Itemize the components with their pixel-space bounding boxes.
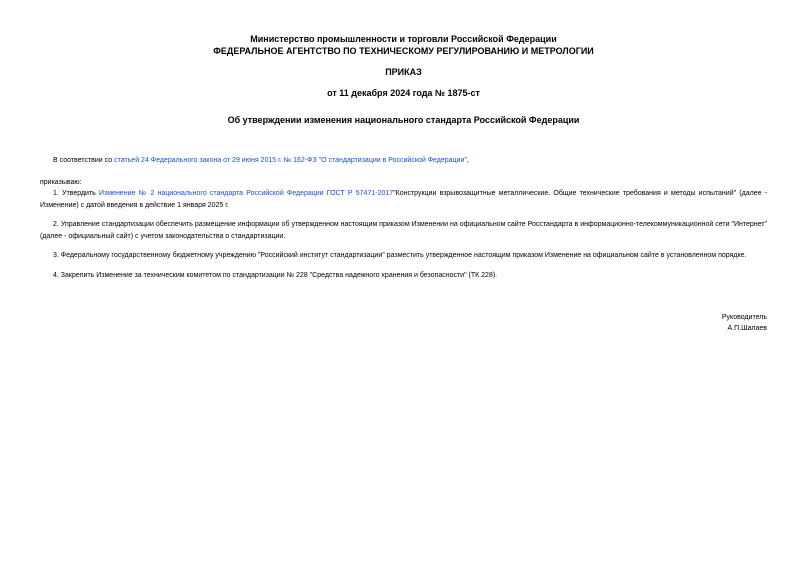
document-subject: Об утверждении изменения национального стандарта Российской Федерации	[227, 115, 580, 125]
order-item-4: 4. Закрепить Изменение за техническим комитетом по стандартизации № 228 "Средства надежного хранения и безопасности" (ТК 228).	[53, 272, 498, 279]
order-item-2: 2. Управление стандартизации обеспечить размещение информации об утвержденном настоящим приказом Изменении на официальном сайте Росстандарта в информационно-телекоммуникационной сети "Интернет" (далее - официальный сайт) с учетом законодательства о стандартизации.	[40, 221, 767, 240]
preamble-prefix: В соответствии со	[53, 157, 115, 164]
standard-amendment-link[interactable]: Изменение № 2 национального стандарта Российской Федерации ГОСТ Р 57471-2017	[99, 190, 394, 197]
document-date-number: от 11 декабря 2024 года № 1875-ст	[327, 88, 480, 98]
preamble-suffix: ,	[466, 157, 469, 164]
item1-suffix: "Конструкции взрывозащитные металлические. Общие технические требования и методы испытаний" (далее - Изменение) с датой введения в действие 1 января 2025 г.	[40, 190, 767, 209]
signatory-name: А.П.Шалаев	[727, 325, 767, 332]
ministry-name: Министерство промышленности и торговли Российской Федерации	[250, 34, 557, 44]
order-item-1	[40, 188, 767, 211]
order-word: приказываю:	[40, 179, 82, 186]
agency-name: ФЕДЕРАЛЬНОЕ АГЕНТСТВО ПО ТЕХНИЧЕСКОМУ РЕГУЛИРОВАНИЮ И МЕТРОЛОГИИ	[213, 46, 594, 56]
signatory-title: Руководитель	[721, 314, 767, 321]
federal-law-link[interactable]: статьей 24 Федерального закона от 29 июня 2015 г. № 162-ФЗ "О стандартизации в Российской Федерации"	[114, 157, 467, 164]
order-item-3: 3. Федеральному государственному бюджетному учреждению "Российский институт стандартизации" разместить утвержденное настоящим приказом Изменение на официальном сайте в установленном порядке.	[53, 252, 747, 259]
preamble-paragraph	[40, 155, 767, 167]
document-type: ПРИКАЗ	[385, 67, 422, 77]
item1-prefix: 1. Утвердить	[53, 190, 99, 197]
